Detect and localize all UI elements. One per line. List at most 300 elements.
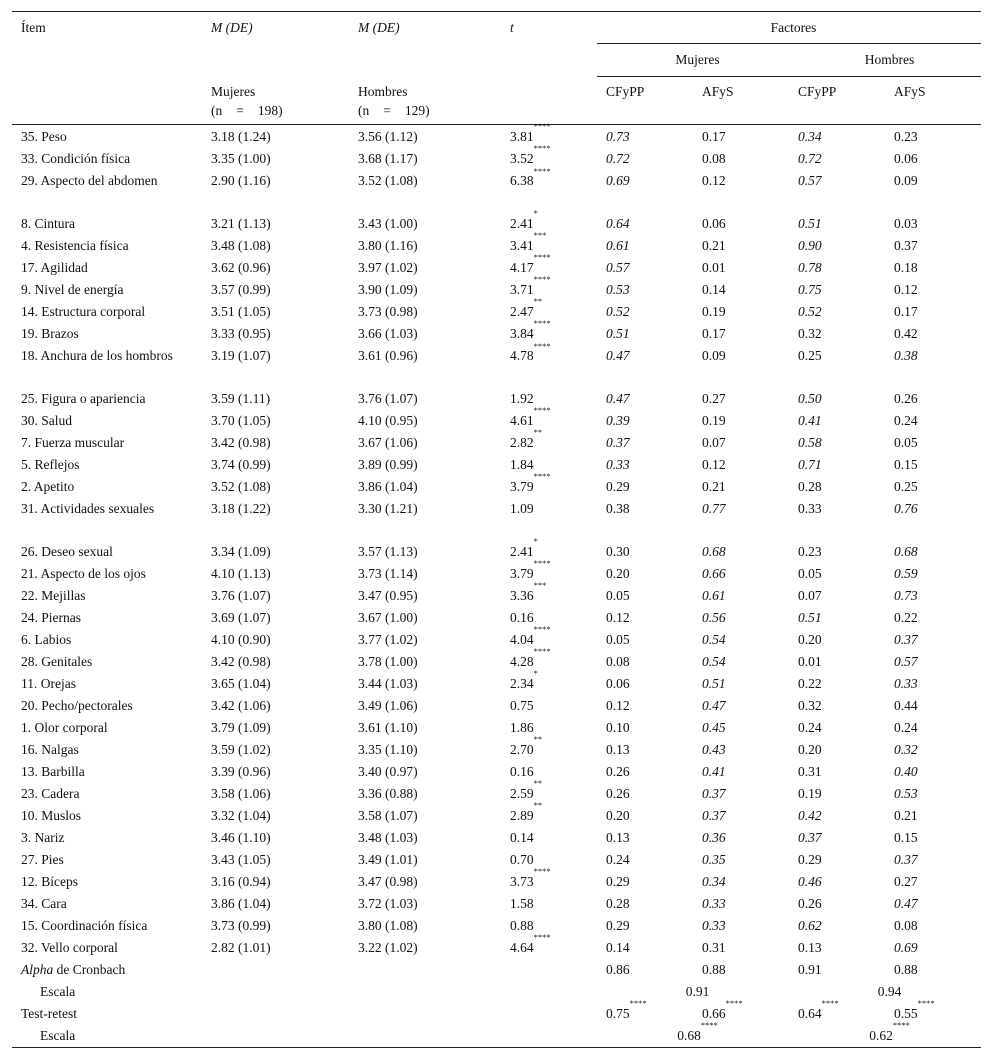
loading-afys-men: 0.17 [894,304,918,319]
t-value: 3.52 [510,151,534,166]
t-value: 3.71 [510,282,534,297]
t-value-cell [501,734,597,761]
table-row [12,213,981,235]
loading-cfypp-men: 0.46 [798,874,822,889]
loading-afys-women: 0.56 [702,610,726,625]
loading-afys-women: 0.33 [702,896,726,911]
item-label: 19. Brazos [21,326,79,341]
loading-cfypp-men: 0.28 [798,479,822,494]
men-n-header [349,77,501,125]
loading-afys-men: 0.06 [894,151,918,166]
item-label: 32. Vello corporal [21,940,118,955]
t-value: 2.59 [510,786,534,801]
mean-women: 3.76 (1.07) [211,588,271,603]
table-row [12,279,981,301]
item-header: Ítem [12,12,202,77]
loading-cfypp-men: 0.26 [798,896,822,911]
loading-afys-men: 0.05 [894,435,918,450]
mean-women: 3.19 (1.07) [211,348,271,363]
mean-women: 3.57 (0.99) [211,282,271,297]
men-group-header: Hombres [789,44,981,77]
t-value: 6.38 [510,173,534,188]
mean-women: 3.35 (1.00) [211,151,271,166]
item-label: 13. Barbilla [21,764,85,779]
women-n-header [202,77,349,125]
mean-men: 3.90 (1.09) [358,282,418,297]
loading-afys-women: 0.17 [702,129,726,144]
retest-value: 0.55 [894,1006,918,1021]
table-row [12,805,981,827]
escala-value: 0.62 [869,1028,893,1043]
mean-men: 3.73 (1.14) [358,566,418,581]
alpha-cfypp-women: 0.86 [606,962,630,977]
item-label: 8. Cintura [21,216,75,231]
t-value: 0.88 [510,918,534,933]
item-label: 5. Reflejos [21,457,80,472]
loading-cfypp-men: 0.58 [798,435,822,450]
mean-men: 3.67 (1.00) [358,610,418,625]
mean-women: 3.74 (0.99) [211,457,271,472]
t-value: 2.47 [510,304,534,319]
item-label: 3. Nariz [21,830,65,845]
loading-cfypp-men: 0.22 [798,676,822,691]
retest-value: 0.75 [606,1006,630,1021]
loading-afys-women: 0.09 [702,348,726,363]
loading-cfypp-men: 0.33 [798,501,822,516]
escala-retest-row [12,1025,981,1048]
t-value: 2.41 [510,544,534,559]
t-value: 1.09 [510,501,534,516]
mean-men: 3.67 (1.06) [358,435,418,450]
item-label: 30. Salud [21,413,73,428]
item-label: 34. Cara [21,896,67,911]
loading-afys-women: 0.14 [702,282,726,297]
results-table [12,11,981,1048]
loading-cfypp-men: 0.32 [798,698,822,713]
significance-mark: **** [700,1020,718,1030]
alpha-afys-men: 0.88 [894,962,918,977]
mean-women: 3.42 (1.06) [211,698,271,713]
factor-afys-men: AFyS [885,77,981,125]
t-value: 2.34 [510,676,534,691]
loading-cfypp-women: 0.24 [606,852,630,867]
loading-cfypp-men: 0.31 [798,764,822,779]
loading-cfypp-women: 0.72 [606,151,630,166]
mean-men: 4.10 (0.95) [358,413,418,428]
significance-mark: **** [533,341,551,351]
mean-men: 3.48 (1.03) [358,830,418,845]
significance-mark: **** [533,143,551,153]
mean-men: 3.47 (0.98) [358,874,418,889]
significance-mark: ** [533,778,543,788]
t-value-cell [501,646,597,673]
loading-afys-men: 0.37 [894,238,918,253]
mean-women: 3.18 (1.24) [211,129,271,144]
t-value: 3.81 [510,129,534,144]
item-label: 9. Nivel de energía [21,282,124,297]
loading-afys-women: 0.21 [702,238,726,253]
t-value-cell [501,471,597,498]
mean-women: 3.16 (0.94) [211,874,271,889]
mean-women: 3.33 (0.95) [211,326,271,341]
table-row [12,827,981,849]
loading-cfypp-men: 0.29 [798,852,822,867]
t-value-cell [501,558,597,585]
mean-men: 3.30 (1.21) [358,501,418,516]
item-label: 14. Estructura corporal [21,304,146,319]
loading-cfypp-women: 0.28 [606,896,630,911]
loading-afys-women: 0.61 [702,588,726,603]
loading-afys-men: 0.68 [894,544,918,559]
loading-cfypp-men: 0.42 [798,808,822,823]
alpha-row [12,959,981,981]
loading-cfypp-women: 0.10 [606,720,630,735]
loading-cfypp-women: 0.08 [606,654,630,669]
mean-men: 3.66 (1.03) [358,326,418,341]
mean-men: 3.56 (1.12) [358,129,418,144]
mean-women: 4.10 (1.13) [211,566,271,581]
loading-afys-men: 0.27 [894,874,918,889]
n-open: (n [211,102,223,118]
mean-women: 3.18 (1.22) [211,501,271,516]
loading-afys-women: 0.36 [702,830,726,845]
table-row [12,541,981,563]
item-label: 11. Orejas [21,676,76,691]
loading-afys-men: 0.24 [894,413,918,428]
item-label: 29. Aspecto del abdomen [21,173,158,188]
women-group-header: Mujeres [597,44,789,77]
mean-men: 3.80 (1.16) [358,238,418,253]
t-value: 2.70 [510,742,534,757]
loading-afys-men: 0.21 [894,808,918,823]
empty-t-cell [501,77,597,125]
significance-mark: **** [629,998,647,1008]
t-value-cell [501,668,597,695]
loading-afys-women: 0.12 [702,457,726,472]
table-row [12,915,981,937]
mean-men: 3.57 (1.13) [358,544,418,559]
loading-afys-women: 0.66 [702,566,726,581]
mean-men: 3.86 (1.04) [358,479,418,494]
escala-retest-men [789,1020,981,1048]
t-value: 4.78 [510,348,534,363]
mean-men: 3.44 (1.03) [358,676,418,691]
mean-women: 3.34 (1.09) [211,544,271,559]
table-row [12,673,981,695]
escala-alpha-label: Escala [40,984,76,999]
mean-women: 3.69 (1.07) [211,610,271,625]
t-value: 3.84 [510,326,534,341]
loading-afys-women: 0.54 [702,632,726,647]
significance-mark: ** [533,427,543,437]
n-eq: = [236,102,244,118]
n-val: 129) [404,102,430,118]
table-row [12,235,981,257]
table-row [12,585,981,607]
header-row-1 [12,12,981,44]
significance-mark: * [533,668,538,678]
table-row [12,783,981,805]
women-n-label [211,101,349,120]
table-row [12,629,981,651]
item-label: 4. Resistencia física [21,238,129,253]
t-value-cell [501,498,597,541]
loading-cfypp-women: 0.73 [606,129,630,144]
significance-mark: **** [821,998,839,1008]
mean-women: 3.42 (0.98) [211,435,271,450]
loading-cfypp-men: 0.78 [798,260,822,275]
t-value-cell [501,427,597,454]
retest-value: 0.64 [798,1006,822,1021]
table-row [12,410,981,432]
mean-women: 3.32 (1.04) [211,808,271,823]
t-value: 3.36 [510,588,534,603]
mean-men: 3.47 (0.95) [358,588,418,603]
loading-cfypp-men: 0.05 [798,566,822,581]
alpha-italic: Alpha [21,962,54,977]
loading-afys-men: 0.15 [894,457,918,472]
alpha-afys-women: 0.88 [702,962,726,977]
t-value: 3.41 [510,238,534,253]
loading-afys-men: 0.25 [894,479,918,494]
retest-cfypp-women [597,998,693,1025]
men-n-label [358,101,501,120]
item-label: 12. Bíceps [21,874,78,889]
t-value: 0.16 [510,610,534,625]
loading-cfypp-women: 0.29 [606,479,630,494]
mean-men: 3.52 (1.08) [358,173,418,188]
loading-cfypp-women: 0.47 [606,348,630,363]
item-label: 15. Coordinación física [21,918,148,933]
mean-men: 3.73 (0.98) [358,304,418,319]
loading-afys-men: 0.38 [894,348,918,363]
loading-cfypp-men: 0.51 [798,610,822,625]
mean-men: 3.72 (1.03) [358,896,418,911]
men-col-label: Hombres [358,83,408,99]
t-value-cell [501,827,597,849]
loading-cfypp-men: 0.71 [798,457,822,472]
table-row [12,301,981,323]
loading-afys-men: 0.69 [894,940,918,955]
escala-alpha-women: 0.91 [685,984,710,999]
significance-mark: **** [533,866,551,876]
mean-men: 3.35 (1.10) [358,742,418,757]
significance-mark: **** [533,558,551,568]
loading-cfypp-women: 0.06 [606,676,630,691]
women-col-label: Mujeres [211,83,256,99]
mean-men: 3.97 (1.02) [358,260,418,275]
significance-mark: **** [533,624,551,634]
table-row [12,454,981,476]
significance-mark: **** [533,252,551,262]
mean-women: 2.82 (1.01) [211,940,271,955]
mean-men: 3.77 (1.02) [358,632,418,647]
mean-women: 3.46 (1.10) [211,830,271,845]
loading-afys-women: 0.08 [702,151,726,166]
mean-women: 3.79 (1.09) [211,720,271,735]
item-label: 27. Pies [21,852,64,867]
loading-afys-women: 0.37 [702,786,726,801]
table-row [12,170,981,213]
retest-cfypp-men [789,998,885,1025]
loading-cfypp-men: 0.32 [798,326,822,341]
table-row [12,388,981,410]
t-value: 0.75 [510,698,534,713]
significance-mark: **** [533,471,551,481]
loading-cfypp-women: 0.26 [606,764,630,779]
loading-afys-men: 0.26 [894,391,918,406]
mean-women: 3.70 (1.05) [211,413,271,428]
loading-afys-men: 0.42 [894,326,918,341]
t-value: 4.61 [510,413,534,428]
t-value: 3.79 [510,479,534,494]
loading-afys-women: 0.47 [702,698,726,713]
loading-afys-women: 0.51 [702,676,726,691]
loading-afys-women: 0.17 [702,326,726,341]
loading-afys-women: 0.31 [702,940,726,955]
loading-cfypp-men: 0.24 [798,720,822,735]
item-label: 26. Deseo sexual [21,544,113,559]
item-label: 24. Piernas [21,610,81,625]
significance-mark: **** [892,1020,910,1030]
loading-afys-women: 0.07 [702,435,726,450]
mean-men: 3.61 (0.96) [358,348,418,363]
mean-women: 3.59 (1.11) [211,391,271,406]
significance-mark: **** [533,121,551,131]
t-value-cell [501,580,597,607]
table-row [12,607,981,629]
loading-cfypp-women: 0.29 [606,918,630,933]
table-row [12,257,981,279]
significance-mark: *** [533,230,547,240]
escala-retest-label: Escala [12,1025,202,1048]
loading-afys-women: 0.54 [702,654,726,669]
mean-women: 3.73 (0.99) [211,918,271,933]
retest-label: Test-retest [21,1006,78,1021]
loading-afys-women: 0.43 [702,742,726,757]
loading-afys-men: 0.15 [894,830,918,845]
loading-cfypp-men: 0.07 [798,588,822,603]
mean-women: 3.21 (1.13) [211,216,271,231]
item-label: 18. Anchura de los hombros [21,348,173,363]
mean-men: 3.61 (1.10) [358,720,418,735]
table-row [12,432,981,454]
loading-afys-men: 0.03 [894,216,918,231]
table-footer [12,959,981,1048]
loading-cfypp-men: 0.57 [798,173,822,188]
t-value-cell [501,341,597,388]
mean-men: 3.36 (0.88) [358,786,418,801]
loading-cfypp-men: 0.20 [798,742,822,757]
table-row [12,695,981,717]
alpha-label [12,959,202,981]
t-value: 2.82 [510,435,534,450]
mean-women: 3.48 (1.08) [211,238,271,253]
escala-retest-women [597,1020,789,1048]
empty-header-cell [12,77,202,125]
t-value-cell [501,932,597,959]
loading-afys-men: 0.08 [894,918,918,933]
loading-afys-men: 0.57 [894,654,918,669]
mean-men: 3.49 (1.06) [358,698,418,713]
loading-cfypp-men: 0.13 [798,940,822,955]
factor-cfypp-men: CFyPP [789,77,885,125]
mean-men-header: M (DE) [349,12,501,77]
t-value-cell [501,893,597,915]
loading-afys-men: 0.23 [894,129,918,144]
mean-men: 3.89 (0.99) [358,457,418,472]
t-value-cell [501,778,597,805]
loading-afys-women: 0.37 [702,808,726,823]
table-row [12,893,981,915]
mean-women: 3.43 (1.05) [211,852,271,867]
loading-cfypp-women: 0.30 [606,544,630,559]
loading-cfypp-men: 0.19 [798,786,822,801]
item-label: 17. Agilidad [21,260,88,275]
loading-cfypp-men: 0.20 [798,632,822,647]
loading-cfypp-men: 0.62 [798,918,822,933]
t-value: 0.16 [510,764,534,779]
loading-cfypp-women: 0.20 [606,566,630,581]
mean-men: 3.22 (1.02) [358,940,418,955]
loading-cfypp-women: 0.64 [606,216,630,231]
mean-men: 3.68 (1.17) [358,151,418,166]
loading-afys-men: 0.47 [894,896,918,911]
loading-afys-men: 0.37 [894,852,918,867]
mean-women: 3.59 (1.02) [211,742,271,757]
loading-cfypp-women: 0.05 [606,588,630,603]
mean-men: 3.43 (1.00) [358,216,418,231]
retest-row [12,1003,981,1025]
table-row [12,937,981,959]
loading-cfypp-men: 0.34 [798,129,822,144]
significance-mark: **** [533,405,551,415]
table-row [12,125,981,149]
mean-men: 3.78 (1.00) [358,654,418,669]
loading-cfypp-women: 0.33 [606,457,630,472]
mean-men: 3.76 (1.07) [358,391,418,406]
significance-mark: *** [533,580,547,590]
loading-cfypp-men: 0.51 [798,216,822,231]
loading-cfypp-men: 0.52 [798,304,822,319]
loading-cfypp-women: 0.13 [606,830,630,845]
loading-cfypp-women: 0.47 [606,391,630,406]
item-label: 35. Peso [21,129,67,144]
loading-afys-men: 0.73 [894,588,918,603]
loading-cfypp-women: 0.14 [606,940,630,955]
mean-women: 3.39 (0.96) [211,764,271,779]
item-label: 25. Figura o apariencia [21,391,146,406]
loading-cfypp-men: 0.41 [798,413,822,428]
loading-afys-women: 0.01 [702,260,726,275]
n-val: 198) [257,102,283,118]
loading-cfypp-women: 0.13 [606,742,630,757]
significance-mark: ** [533,296,543,306]
loading-cfypp-women: 0.12 [606,610,630,625]
loading-afys-men: 0.44 [894,698,918,713]
loading-afys-women: 0.34 [702,874,726,889]
significance-mark: ** [533,800,543,810]
loading-afys-women: 0.19 [702,413,726,428]
t-value: 1.84 [510,457,534,472]
loading-afys-men: 0.24 [894,720,918,735]
factor-cfypp-women: CFyPP [597,77,693,125]
loading-afys-men: 0.12 [894,282,918,297]
loading-afys-men: 0.32 [894,742,918,757]
t-value: 3.73 [510,874,534,889]
mean-women: 3.86 (1.04) [211,896,271,911]
escala-alpha-men: 0.94 [877,984,902,999]
